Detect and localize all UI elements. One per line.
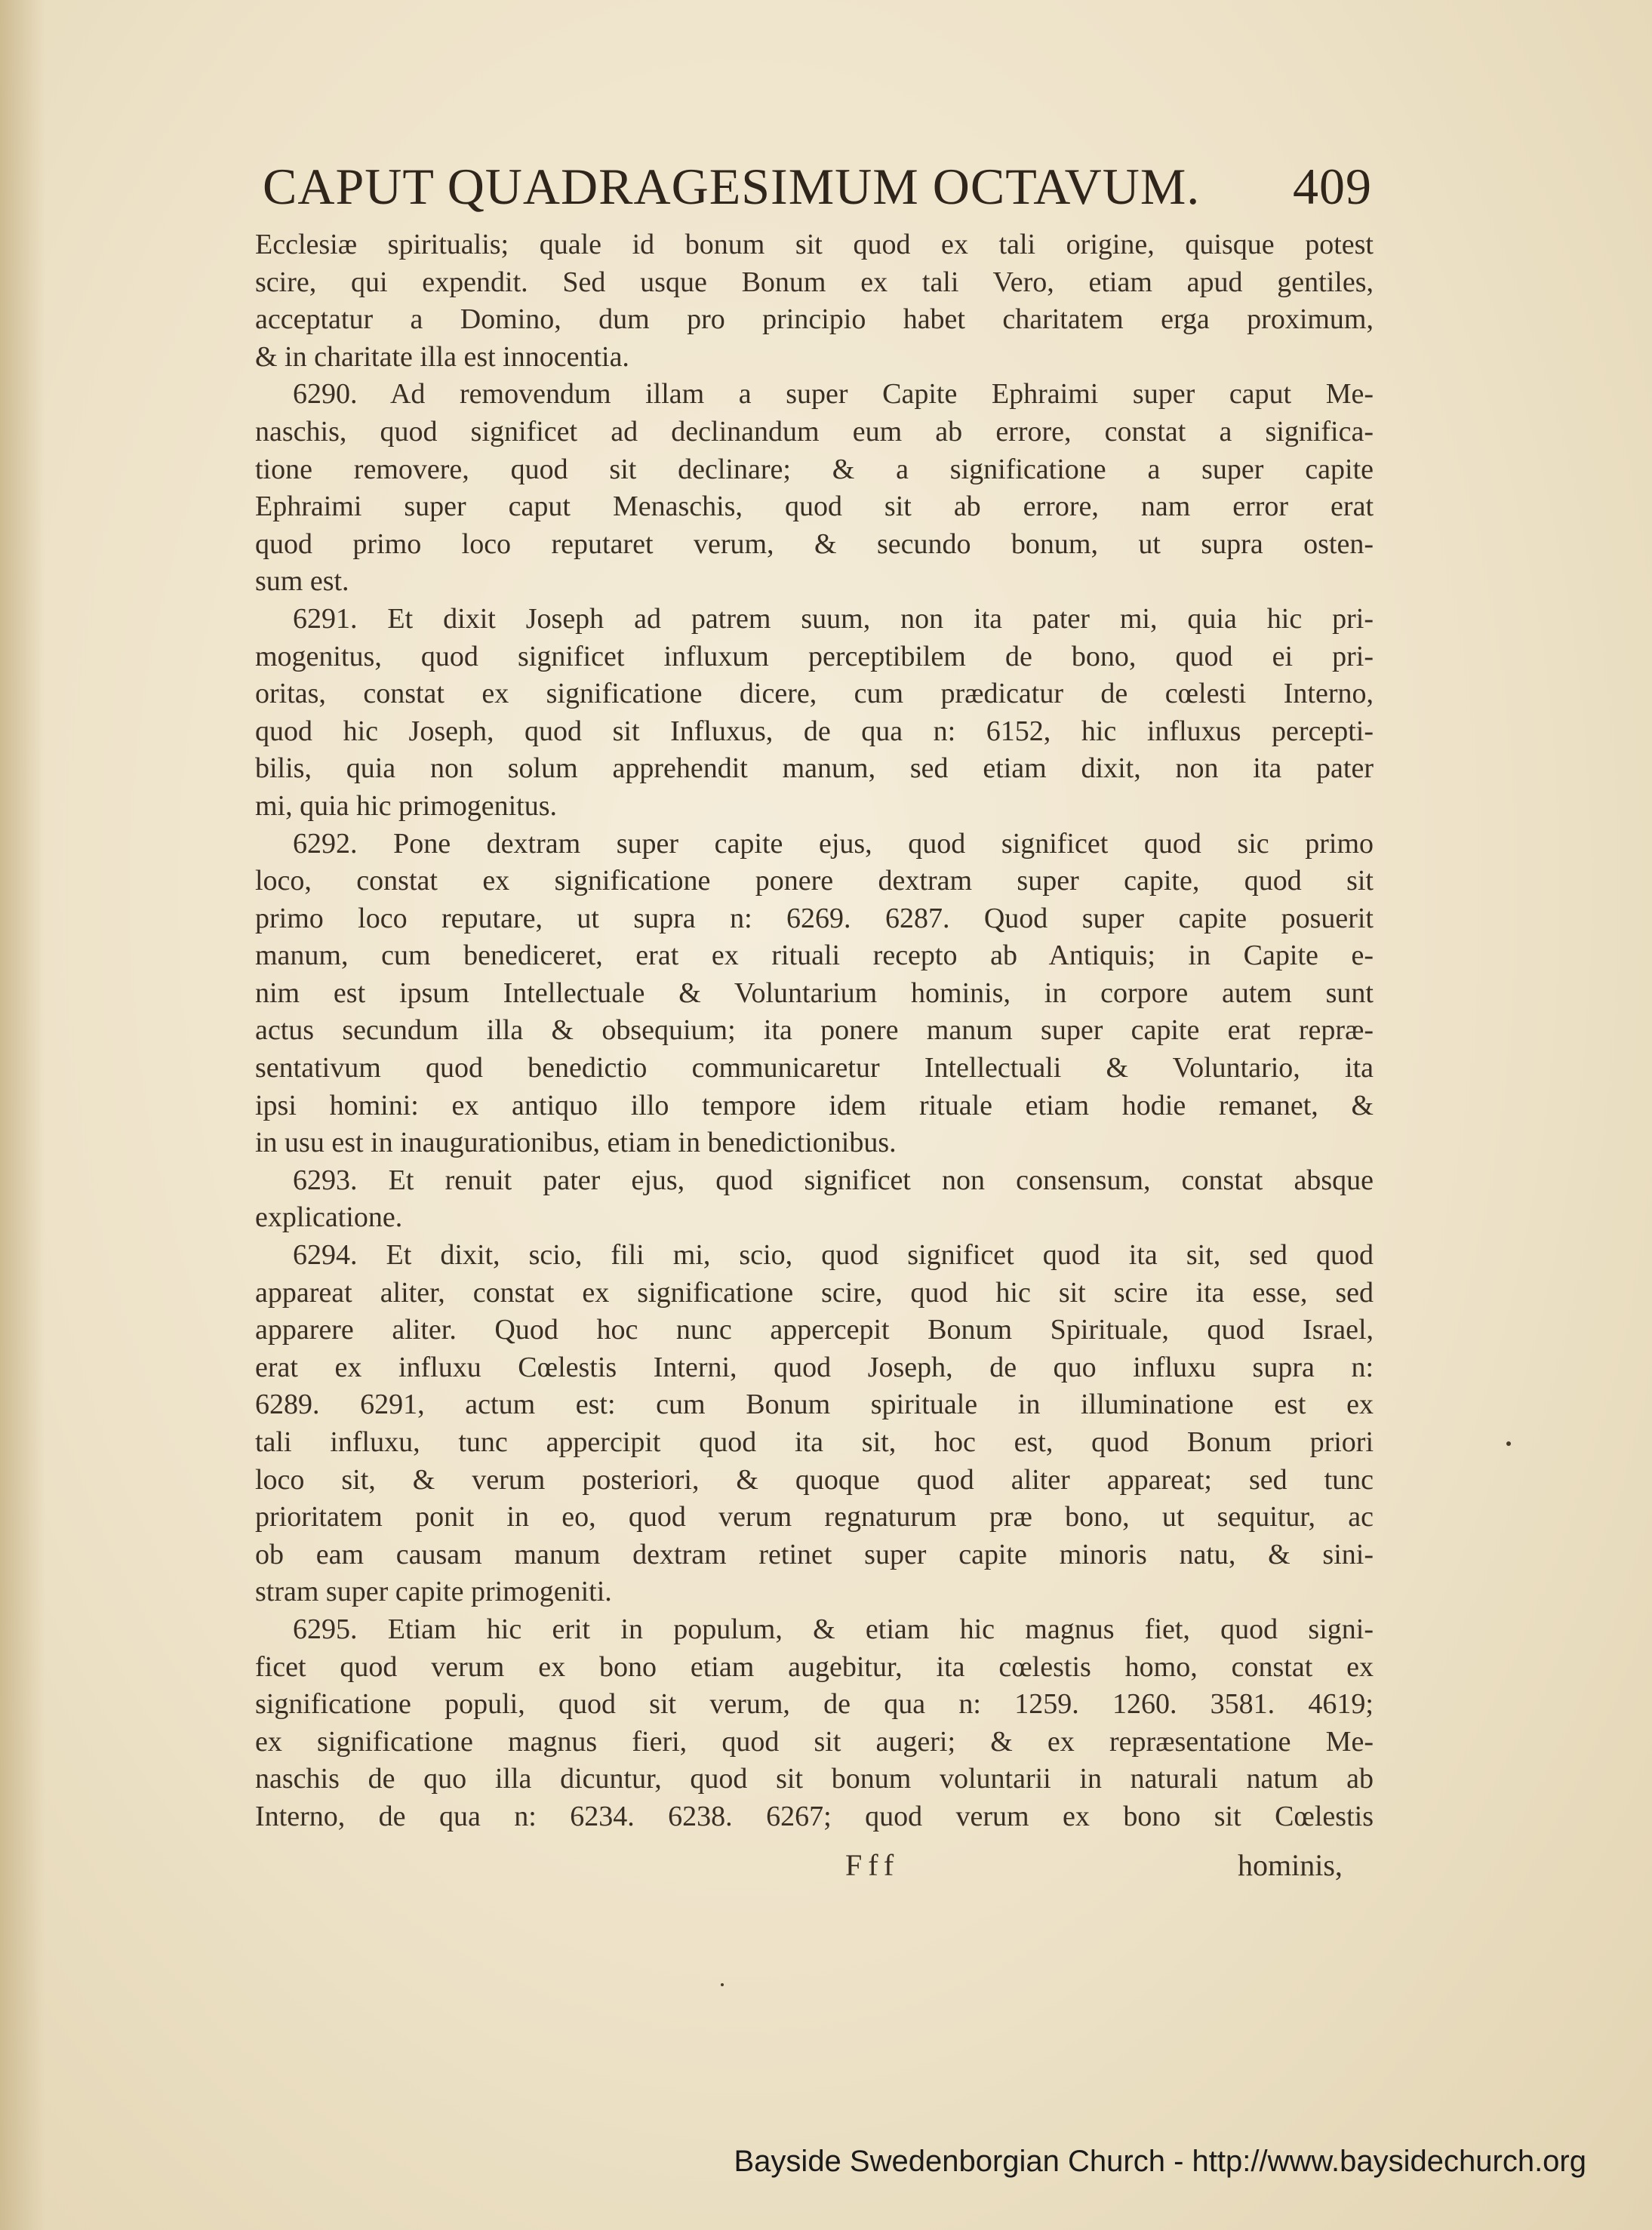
catchword: hominis, — [1238, 1848, 1343, 1882]
text-line: prioritatem ponit in eo, quod verum regnaturum præ bono, ut sequitur, ac — [255, 1501, 1374, 1533]
page-gutter-shadow — [0, 0, 45, 2230]
text-line: acceptatur a Domino, dum pro principio habet charitatem erga proximum, — [255, 303, 1374, 336]
text-line: apparere aliter. Quod hoc nunc appercepit Bonum Spirituale, quod Israel, — [255, 1314, 1374, 1346]
text-line: mi, quia hic primogenitus. — [255, 789, 558, 822]
text-line: bilis, quia non solum apprehendit manum, sed etiam dixit, non ita pater — [255, 752, 1374, 785]
text-line: primo loco reputare, ut supra n: 6269. 6287. Quod super capite posuerit — [255, 902, 1374, 934]
body-text — [255, 226, 1374, 1836]
text-line: 6294. Et dixit, scio, fili mi, scio, quod significet quod ita sit, sed quod — [293, 1239, 1374, 1272]
text-line: & in charitate illa est innocentia. — [255, 340, 629, 373]
text-line: stram super capite primogeniti. — [255, 1576, 612, 1608]
text-line: 6290. Ad removendum illam a super Capite Ephraimi super caput Me- — [293, 378, 1374, 411]
text-line: tali influxu, tunc appercipit quod ita sit, hoc est, quod Bonum priori — [255, 1426, 1374, 1458]
text-line: in usu est in inaugurationibus, etiam in benedictionibus. — [255, 1127, 897, 1159]
text-line: nim est ipsum Intellectuale & Voluntarium hominis, in corpore autem sunt — [255, 977, 1374, 1009]
text-line: significatione populi, quod sit verum, de qua n: 1259. 1260. 3581. 4619; — [255, 1688, 1374, 1721]
watermark-text: Bayside Swedenborgian Church - http://www.baysidechurch.org — [734, 2145, 1586, 2178]
text-line: scire, qui expendit. Sed usque Bonum ex tali Vero, etiam apud gentiles, — [255, 266, 1374, 298]
text-line: sum est. — [255, 565, 349, 598]
text-line: 6292. Pone dextram super capite ejus, quod significet quod sic primo — [293, 827, 1374, 860]
text-line: naschis de quo illa dicuntur, quod sit bonum voluntarii in naturali natum ab — [255, 1763, 1374, 1795]
text-line: loco, constat ex significatione ponere dextram super capite, quod sit — [255, 865, 1374, 897]
text-line: tione removere, quod sit declinare; & a significatione a super capite — [255, 453, 1374, 485]
text-line: ficet quod verum ex bono etiam augebitur, ita cœlestis homo, constat ex — [255, 1650, 1374, 1683]
text-line: 6289. 6291, actum est: cum Bonum spirituale in illuminatione est ex — [255, 1389, 1374, 1421]
ink-speck — [1506, 1441, 1511, 1446]
text-line: 6295. Etiam hic erit in populum, & etiam hic magnus fiet, quod signi- — [293, 1613, 1374, 1645]
text-line: quod hic Joseph, quod sit Influxus, de qua n: 6152, hic influxus percepti- — [255, 715, 1374, 747]
page-number: 409 — [1293, 158, 1372, 215]
text-line: loco sit, & verum posteriori, & quoque quod aliter appareat; sed tunc — [255, 1463, 1374, 1496]
chapter-title: CAPUT QUADRAGESIMUM OCTAVUM. — [263, 158, 1201, 215]
text-line: mogenitus, quod significet influxum perceptibilem de bono, quod ei pri- — [255, 640, 1374, 672]
text-line: manum, cum benediceret, erat ex rituali recepto ab Antiquis; in Capite e- — [255, 940, 1374, 972]
text-line: 6291. Et dixit Joseph ad patrem suum, non ita pater mi, quia hic pri- — [293, 602, 1374, 635]
text-line: naschis, quod significet ad declinandum eum ab errore, constat a significa- — [255, 415, 1374, 448]
text-line: Ephraimi super caput Menaschis, quod sit ab errore, nam error erat — [255, 491, 1374, 523]
text-line: ipsi homini: ex antiquo illo tempore idem rituale etiam hodie remanet, & — [255, 1089, 1374, 1121]
text-line: oritas, constat ex significatione dicere, cum prædicatur de cœlesti Interno, — [255, 678, 1374, 710]
running-header — [263, 157, 1372, 217]
text-line: Ecclesiæ spiritualis; quale id bonum sit quod ex tali origine, quisque potest — [255, 229, 1374, 260]
text-line: erat ex influxu Cœlestis Interni, quod Joseph, de quo influxu supra n: — [255, 1351, 1374, 1383]
text-line: sentativum quod benedictio communicaretur Intellectuali & Voluntario, ita — [255, 1052, 1374, 1084]
text-line: ex significatione magnus fieri, quod sit augeri; & ex repræsentatione Me- — [255, 1725, 1374, 1758]
text-line: 6293. Et renuit pater ejus, quod significet non consensum, constat absque — [293, 1164, 1374, 1196]
signature-mark: Fff — [845, 1848, 900, 1882]
text-line: explicatione. — [255, 1201, 403, 1234]
text-line: ob eam causam manum dextram retinet super capite minoris natu, & sini- — [255, 1538, 1374, 1570]
text-line: quod primo loco reputaret verum, & secundo bonum, ut supra osten- — [255, 528, 1374, 560]
ink-speck — [721, 1983, 724, 1986]
text-line: actus secundum illa & obsequium; ita ponere manum super capite erat repræ- — [255, 1014, 1374, 1047]
text-line: Interno, de qua n: 6234. 6238. 6267; quod verum ex bono sit Cœlestis — [255, 1800, 1374, 1832]
text-line: appareat aliter, constat ex significatione scire, quod hic sit scire ita esse, sed — [255, 1276, 1374, 1309]
